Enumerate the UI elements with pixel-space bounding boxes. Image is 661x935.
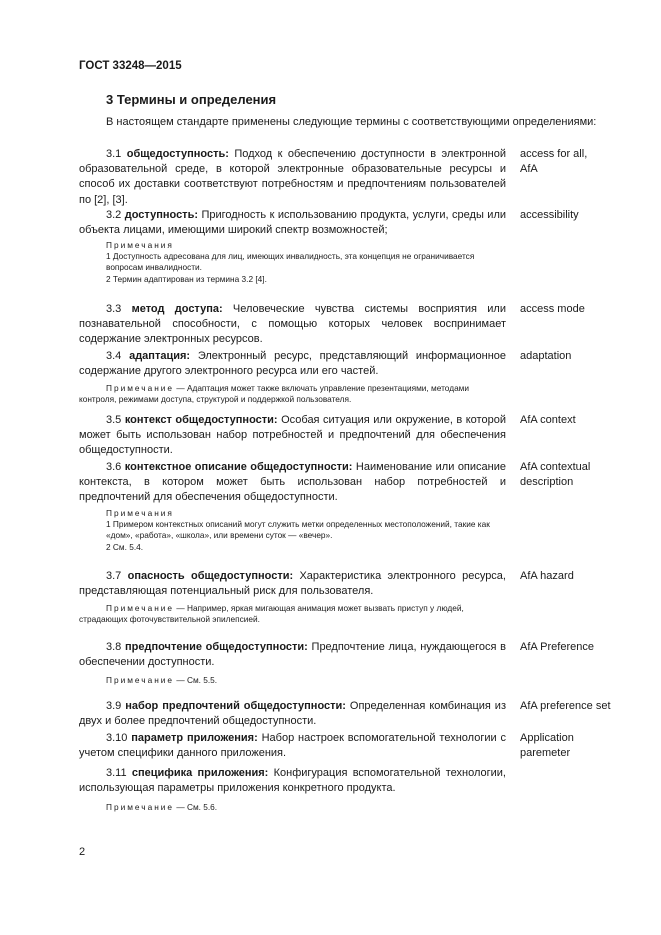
document-code: ГОСТ 33248—2015 [79,60,182,72]
term-definition: Конфигурация вспомогательной технологии, использующая параметры приложения конкретного продукта. [79,767,506,795]
term-english-3-5: AfA context [520,414,576,426]
term-3-9 [79,699,506,729]
term-number: 3.10 [106,732,128,744]
term-3-2 [79,208,506,238]
term-number: 3.8 [106,641,122,653]
term-english-3-9: AfA preference set [520,700,611,712]
term-number: 3.4 [106,350,122,362]
term-name: параметр приложения: [131,732,258,744]
term-3-10 [79,731,506,761]
term-english-3-3: access mode [520,303,585,315]
term-name: специфика приложения: [131,767,269,779]
note-3-2 [79,240,506,285]
term-name: набор предпочтений общедоступности: [125,700,346,712]
term-english-3-2: accessibility [520,209,579,221]
term-3-6 [79,460,506,506]
term-english-3-4: adaptation [520,350,572,362]
page-number: 2 [79,846,86,858]
note-3-4 [79,383,506,405]
term-name: доступность: [124,209,198,221]
term-english-3-8: AfA Preference [520,641,594,653]
note-item: 1 Доступность адресована для лиц, имеющих инвалидность, эта концепция не ограничивается вопросам инвалидности. [106,251,475,273]
note-text: — Адаптация может также включать управление презентациями, методами контроля, режимами доступа, структурой и поддержкой пользователя. [79,383,470,405]
section-intro: В настоящем стандарте применены следующие термины с соответствующими определениями: [106,116,597,128]
term-number: 3.9 [106,700,122,712]
term-number: 3.2 [106,209,122,221]
term-definition: Электронный ресурс, представляющий информационное содержание другого электронного ресурса или его частей. [79,350,507,378]
term-number: 3.11 [106,767,127,779]
term-definition: Наименование или описание контекста, в котором может быть использован набор потребностей и предпочтений для обеспечения общедоступности. [79,461,506,504]
note-label: Примечания [106,240,174,250]
term-english-3-10: Application paremeter [520,732,574,760]
term-number: 3.6 [106,461,122,473]
note-item: 2 Термин адаптирован из термина 3.2 [4]. [106,273,267,284]
note-label: Примечание [106,383,175,393]
term-definition: Определенная комбинация из двух и более предпочтений общедоступности. [79,700,506,728]
term-definition: Набор настроек вспомогательной технологии с учетом специфики данного приложения. [79,732,506,760]
term-definition: Подход к обеспечению доступности в электронной образовательной среде, в которой электронные образовательные ресурсы и способ их доставки соответствуют потребностям и предпочтениям пользователей по [2], [3]. [79,148,507,206]
note-3-6 [79,508,506,553]
note-3-11 [79,802,506,813]
term-number: 3.1 [106,148,122,160]
term-3-5 [79,413,506,459]
note-label: Примечание [106,603,175,613]
term-name: опасность общедоступности: [127,570,294,582]
term-3-3 [79,302,506,348]
term-3-8 [79,640,506,670]
note-item: 2 См. 5.4. [106,541,144,552]
note-3-7 [79,603,506,625]
term-3-4 [79,349,506,379]
term-definition: Характеристика электронного ресурса, представляющая потенциальный риск для пользователя. [79,570,506,598]
term-3-7 [79,569,506,599]
term-number: 3.5 [106,414,122,426]
term-definition: Пригодность к использованию продукта, услуги, среды или объекта лицами, имеющими широкий спектр возможностей; [79,209,507,237]
term-name: общедоступность: [126,148,229,160]
term-definition: Особая ситуация или окружение, в которой может быть использован набор потребностей и предпочтений для обеспечения общедоступности. [79,414,506,457]
term-name: контекст общедоступности: [124,414,278,426]
term-number: 3.3 [106,303,122,315]
term-3-1 [79,147,506,208]
term-name: адаптация: [129,350,191,362]
term-english-3-7: AfA hazard [520,570,574,582]
term-english-3-1: access for all, AfA [520,148,588,176]
term-3-11 [79,766,506,796]
note-text: — Например, яркая мигающая анимация может вызвать приступ у людей, страдающих фоточувствительной эпилепсией. [79,603,464,625]
note-text: — См. 5.6. [176,802,218,812]
term-name: метод доступа: [131,303,223,315]
note-label: Примечание [106,802,175,812]
term-definition: Человеческие чувства системы восприятия или познавательной способности, с помощью которых человек воспринимает содержание электронных ресурсов. [79,303,506,346]
term-number: 3.7 [106,570,122,582]
note-label: Примечание [106,675,175,685]
note-text: — См. 5.5. [176,675,218,685]
term-definition: Предпочтение лица, нуждающегося в обеспечении доступности. [79,641,506,669]
note-item: 1 Примером контекстных описаний могут служить метки определенных местоположений, такие как «дом», «работа», «школа», или времени суток — «вечер». [106,519,490,541]
note-label: Примечания [106,508,174,518]
term-english-3-6: AfA contextual description [520,461,591,489]
term-name: предпочтение общедоступности: [125,641,308,653]
note-3-8 [79,675,506,686]
term-name: контекстное описание общедоступности: [124,461,353,473]
section-title: 3 Термины и определения [106,92,277,107]
